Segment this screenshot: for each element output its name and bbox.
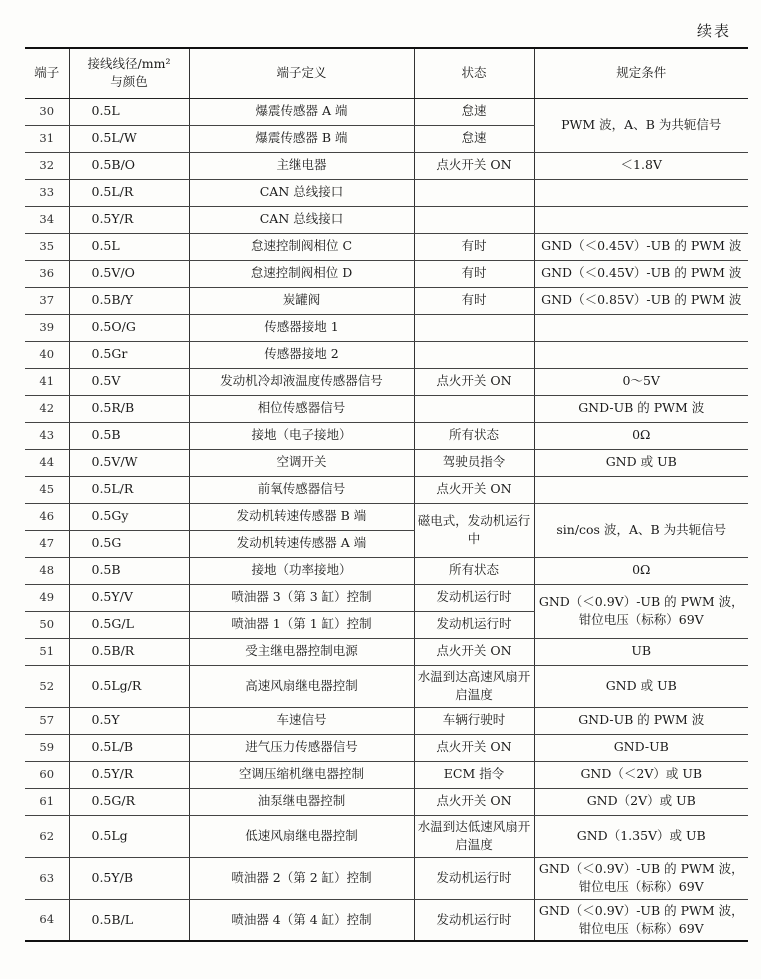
state-cell: 发动机运行时: [414, 899, 534, 941]
pin-cell: 42: [25, 395, 69, 422]
wire-cell: 0.5Lg: [69, 815, 189, 857]
pin-cell: 45: [25, 476, 69, 503]
table-row: [25, 449, 748, 476]
table-row: [25, 557, 748, 584]
state-cell: 所有状态: [414, 557, 534, 584]
continuation-label: 续表: [696, 22, 731, 40]
wire-cell: 0.5B/Y: [69, 287, 189, 314]
pin-cell: 49: [25, 584, 69, 611]
table-row: [25, 707, 748, 734]
condition-cell: [534, 476, 748, 503]
condition-cell: [534, 341, 748, 368]
wire-cell: 0.5B/R: [69, 638, 189, 665]
state-cell: [414, 314, 534, 341]
definition-cell: 怠速控制阀相位 C: [189, 233, 414, 260]
condition-cell: GND-UB: [534, 734, 748, 761]
table-row: [25, 734, 748, 761]
condition-cell: 0Ω: [534, 422, 748, 449]
definition-cell: CAN 总线接口: [189, 179, 414, 206]
state-cell: 水温到达低速风扇开启温度: [414, 815, 534, 857]
pin-definition-table: [25, 47, 748, 942]
header-pin: 端子: [25, 48, 69, 98]
condition-cell: GND-UB 的 PWM 波: [534, 707, 748, 734]
condition-cell: GND-UB 的 PWM 波: [534, 395, 748, 422]
condition-cell: ＜1.8V: [534, 152, 748, 179]
table-row: [25, 857, 748, 899]
table-row: [25, 260, 748, 287]
pin-cell: 41: [25, 368, 69, 395]
state-cell: 水温到达高速风扇开启温度: [414, 665, 534, 707]
wire-cell: 0.5L/R: [69, 179, 189, 206]
table-row: [25, 179, 748, 206]
state-cell: [414, 395, 534, 422]
condition-cell: sin/cos 波，A、B 为共轭信号: [534, 503, 748, 557]
table-row: [25, 584, 748, 611]
pin-cell: 62: [25, 815, 69, 857]
state-cell: 点火开关 ON: [414, 152, 534, 179]
state-cell: 所有状态: [414, 422, 534, 449]
table-row: [25, 422, 748, 449]
pin-cell: 59: [25, 734, 69, 761]
state-cell: 车辆行驶时: [414, 707, 534, 734]
header-state: 状态: [414, 48, 534, 98]
table-row: [25, 341, 748, 368]
wire-cell: 0.5B/O: [69, 152, 189, 179]
table-row: [25, 314, 748, 341]
pin-cell: 52: [25, 665, 69, 707]
definition-cell: 怠速控制阀相位 D: [189, 260, 414, 287]
table-row: [25, 287, 748, 314]
definition-cell: 前氧传感器信号: [189, 476, 414, 503]
wire-cell: 0.5Y/R: [69, 761, 189, 788]
state-cell: 发动机运行时: [414, 611, 534, 638]
header-condition: 规定条件: [534, 48, 748, 98]
table-row: [25, 476, 748, 503]
condition-cell: GND（1.35V）或 UB: [534, 815, 748, 857]
wire-cell: 0.5V: [69, 368, 189, 395]
table-row: [25, 503, 748, 530]
definition-cell: CAN 总线接口: [189, 206, 414, 233]
pin-cell: 50: [25, 611, 69, 638]
pin-cell: 36: [25, 260, 69, 287]
definition-cell: 传感器接地 1: [189, 314, 414, 341]
definition-cell: 喷油器 2（第 2 缸）控制: [189, 857, 414, 899]
definition-cell: 发动机冷却液温度传感器信号: [189, 368, 414, 395]
state-cell: 有时: [414, 287, 534, 314]
state-cell: 有时: [414, 233, 534, 260]
condition-cell: [534, 314, 748, 341]
wire-cell: 0.5Lg/R: [69, 665, 189, 707]
condition-cell: GND（＜0.9V）-UB 的 PWM 波，钳位电压（标称）69V: [534, 899, 748, 941]
definition-cell: 空调压缩机继电器控制: [189, 761, 414, 788]
table-row: [25, 368, 748, 395]
table-row: [25, 788, 748, 815]
state-cell: 怠速: [414, 98, 534, 125]
pin-cell: 32: [25, 152, 69, 179]
wire-cell: 0.5V/O: [69, 260, 189, 287]
state-cell: 发动机运行时: [414, 857, 534, 899]
state-cell: 怠速: [414, 125, 534, 152]
condition-cell: GND 或 UB: [534, 449, 748, 476]
definition-cell: 喷油器 4（第 4 缸）控制: [189, 899, 414, 941]
definition-cell: 喷油器 3（第 3 缸）控制: [189, 584, 414, 611]
wire-cell: 0.5Y/V: [69, 584, 189, 611]
header-wire-line2: 与颜色: [110, 74, 148, 90]
condition-cell: 0～5V: [534, 368, 748, 395]
definition-cell: 车速信号: [189, 707, 414, 734]
table-header-row: [25, 48, 748, 98]
definition-cell: 接地（功率接地）: [189, 557, 414, 584]
table-row: [25, 899, 748, 941]
wire-cell: 0.5Y/B: [69, 857, 189, 899]
wire-cell: 0.5B: [69, 557, 189, 584]
pin-cell: 30: [25, 98, 69, 125]
condition-cell: [534, 206, 748, 233]
condition-cell: GND（2V）或 UB: [534, 788, 748, 815]
wire-cell: 0.5Y: [69, 707, 189, 734]
table-row: [25, 233, 748, 260]
pin-cell: 37: [25, 287, 69, 314]
table-row: [25, 665, 748, 707]
table-row: [25, 815, 748, 857]
state-cell: 点火开关 ON: [414, 734, 534, 761]
pin-cell: 64: [25, 899, 69, 941]
pin-cell: 40: [25, 341, 69, 368]
definition-cell: 传感器接地 2: [189, 341, 414, 368]
state-cell: [414, 341, 534, 368]
definition-cell: 主继电器: [189, 152, 414, 179]
condition-cell: GND（＜2V）或 UB: [534, 761, 748, 788]
header-definition: 端子定义: [189, 48, 414, 98]
state-cell: 磁电式，发动机运行中: [414, 503, 534, 557]
condition-cell: [534, 179, 748, 206]
pin-cell: 51: [25, 638, 69, 665]
state-cell: [414, 206, 534, 233]
wire-cell: 0.5L: [69, 233, 189, 260]
pin-cell: 33: [25, 179, 69, 206]
definition-cell: 受主继电器控制电源: [189, 638, 414, 665]
pin-cell: 43: [25, 422, 69, 449]
condition-cell: GND（＜0.9V）-UB 的 PWM 波，钳位电压（标称）69V: [534, 857, 748, 899]
state-cell: [414, 179, 534, 206]
wire-cell: 0.5G: [69, 530, 189, 557]
state-cell: ECM 指令: [414, 761, 534, 788]
pin-cell: 39: [25, 314, 69, 341]
pin-cell: 48: [25, 557, 69, 584]
state-cell: 点火开关 ON: [414, 788, 534, 815]
wire-cell: 0.5R/B: [69, 395, 189, 422]
table-row: [25, 152, 748, 179]
definition-cell: 发动机转速传感器 A 端: [189, 530, 414, 557]
wire-cell: 0.5V/W: [69, 449, 189, 476]
pin-cell: 63: [25, 857, 69, 899]
wire-cell: 0.5B/L: [69, 899, 189, 941]
state-cell: 驾驶员指令: [414, 449, 534, 476]
pin-cell: 47: [25, 530, 69, 557]
definition-cell: 发动机转速传感器 B 端: [189, 503, 414, 530]
pin-cell: 31: [25, 125, 69, 152]
pin-cell: 46: [25, 503, 69, 530]
wire-cell: 0.5Gr: [69, 341, 189, 368]
condition-cell: GND（＜0.9V）-UB 的 PWM 波，钳位电压（标称）69V: [534, 584, 748, 638]
definition-cell: 相位传感器信号: [189, 395, 414, 422]
table-row: [25, 206, 748, 233]
state-cell: 点火开关 ON: [414, 638, 534, 665]
table-row: [25, 395, 748, 422]
state-cell: 点火开关 ON: [414, 476, 534, 503]
wire-cell: 0.5G/R: [69, 788, 189, 815]
wire-cell: 0.5B: [69, 422, 189, 449]
definition-cell: 高速风扇继电器控制: [189, 665, 414, 707]
wire-cell: 0.5L/B: [69, 734, 189, 761]
pin-cell: 34: [25, 206, 69, 233]
pin-cell: 57: [25, 707, 69, 734]
definition-cell: 进气压力传感器信号: [189, 734, 414, 761]
wire-cell: 0.5Y/R: [69, 206, 189, 233]
wire-cell: 0.5L/R: [69, 476, 189, 503]
pin-cell: 60: [25, 761, 69, 788]
definition-cell: 爆震传感器 A 端: [189, 98, 414, 125]
condition-cell: UB: [534, 638, 748, 665]
definition-cell: 低速风扇继电器控制: [189, 815, 414, 857]
definition-cell: 喷油器 1（第 1 缸）控制: [189, 611, 414, 638]
table-row: [25, 761, 748, 788]
wire-cell: 0.5Gy: [69, 503, 189, 530]
definition-cell: 油泵继电器控制: [189, 788, 414, 815]
definition-cell: 接地（电子接地）: [189, 422, 414, 449]
table-row: [25, 98, 748, 125]
header-wire: [69, 48, 189, 98]
state-cell: 点火开关 ON: [414, 368, 534, 395]
definition-cell: 爆震传感器 B 端: [189, 125, 414, 152]
state-cell: 有时: [414, 260, 534, 287]
pin-cell: 61: [25, 788, 69, 815]
pin-cell: 44: [25, 449, 69, 476]
condition-cell: 0Ω: [534, 557, 748, 584]
header-wire-line1: 接线线径/mm²: [87, 56, 171, 72]
wire-cell: 0.5G/L: [69, 611, 189, 638]
condition-cell: GND 或 UB: [534, 665, 748, 707]
condition-cell: GND（＜0.45V）-UB 的 PWM 波: [534, 260, 748, 287]
condition-cell: GND（＜0.85V）-UB 的 PWM 波: [534, 287, 748, 314]
condition-cell: GND（＜0.45V）-UB 的 PWM 波: [534, 233, 748, 260]
wire-cell: 0.5O/G: [69, 314, 189, 341]
wire-cell: 0.5L: [69, 98, 189, 125]
definition-cell: 空调开关: [189, 449, 414, 476]
state-cell: 发动机运行时: [414, 584, 534, 611]
definition-cell: 炭罐阀: [189, 287, 414, 314]
condition-cell: PWM 波，A、B 为共轭信号: [534, 98, 748, 152]
table-row: [25, 638, 748, 665]
wire-cell: 0.5L/W: [69, 125, 189, 152]
pin-cell: 35: [25, 233, 69, 260]
